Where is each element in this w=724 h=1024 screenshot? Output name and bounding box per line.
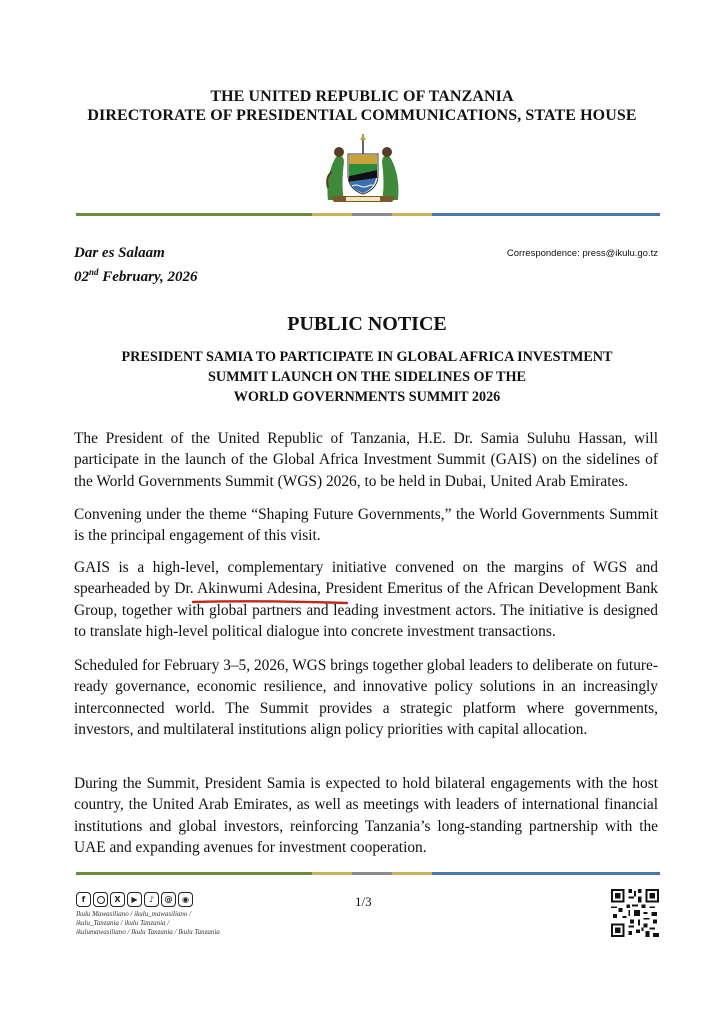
x-icon[interactable]: X xyxy=(110,892,125,907)
facebook-icon[interactable]: f xyxy=(76,892,91,907)
paragraph-1: The President of the United Republic of Tanzania, H.E. Dr. Samia Suluhu Hassan, will participate in the launch of the Global Africa Investment Summit (GAIS) on the sidelines of the World Governments Summit (WGS) 2026, to be held in Dubai, United Arab Emirates. xyxy=(74,430,658,490)
correspondence-email[interactable]: Correspondence: press@ikulu.go.tz xyxy=(506,248,658,259)
youtube-icon[interactable]: ▶ xyxy=(127,892,142,907)
coat-of-arms-emblem xyxy=(318,132,408,204)
social-handles: Ikulu Mawasiliano / ikulu_mawasiliano / ikulu_Tanzania / ikulu Tanzania / ikulumawasiliano / Ikulu Tanzania / Ikulu Tanzania xyxy=(76,910,220,936)
header-line-1: THE UNITED REPUBLIC OF TANZANIA xyxy=(210,88,514,105)
header-line-2: DIRECTORATE OF PRESIDENTIAL COMMUNICATIONS, STATE HOUSE xyxy=(87,107,637,124)
header-divider xyxy=(76,213,660,216)
paragraph-3: GAIS is a high-level, complementary initiative convened on the margins of WGS and spearheaded by Dr. Akinwumi Adesina, President Emeritus of the African Development Bank Group, together with global partners and leading investment actors. The initiative is designed to translate high-level political dialogue into concrete investment transactions. xyxy=(74,559,658,640)
instagram-icon[interactable] xyxy=(93,892,108,907)
notice-subtitle: PRESIDENT SAMIA TO PARTICIPATE IN GLOBAL AFRICA INVESTMENT SUMMIT LAUNCH ON THE SIDELINES OF THE WORLD GOVERNMENTS SUMMIT 2026 xyxy=(121,349,613,405)
footer-divider xyxy=(76,872,660,875)
paragraph-4: Scheduled for February 3–5, 2026, WGS brings together global leaders to deliberate on future-ready governance, economic resilience, and innovative policy solutions in an increasingly interconnected world. The Summit provides a strategic platform where governments, investors, and multilateral institutions align policy priorities with capital allocation. xyxy=(74,657,658,738)
social-icons xyxy=(76,892,193,907)
notice-title: PUBLIC NOTICE xyxy=(287,313,447,335)
paragraph-2: Convening under the theme “Shaping Future Governments,” the World Governments Summit is the principal engagement of this visit. xyxy=(74,506,658,545)
paragraph-5: During the Summit, President Samia is expected to hold bilateral engagements with the host country, the United Arab Emirates, as well as meetings with leaders of international financial institutions and global investors, reinforcing Tanzania’s long-standing partnership with the UAE and expanding avenues for investment cooperation. xyxy=(74,775,658,856)
threads-icon[interactable]: @ xyxy=(161,892,176,907)
podcast-icon[interactable]: ◉ xyxy=(178,892,193,907)
date: 02nd February, 2026 xyxy=(74,267,198,285)
qr-code-icon[interactable] xyxy=(611,889,659,937)
tiktok-icon[interactable]: ♪ xyxy=(144,892,159,907)
page-number: 1/3 xyxy=(355,894,372,909)
red-underline-annotation xyxy=(192,599,348,605)
place: Dar es Salaam xyxy=(74,245,165,261)
